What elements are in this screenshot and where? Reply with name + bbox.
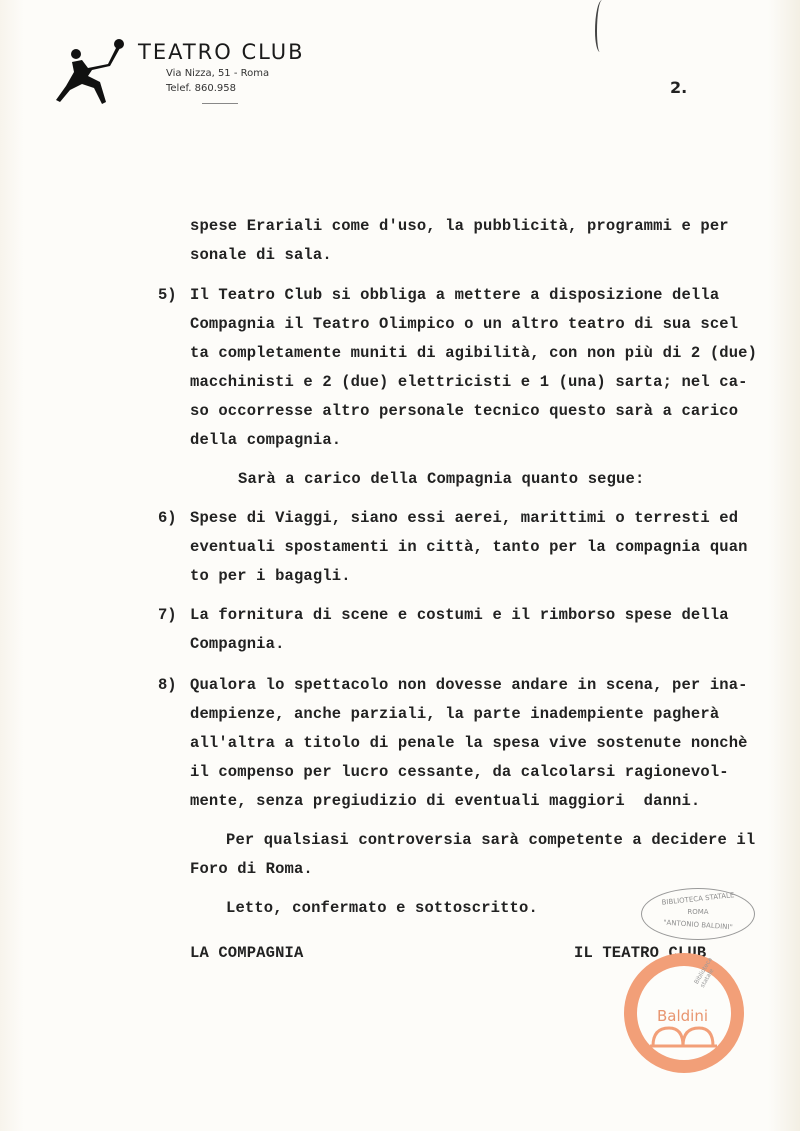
text-line: spese Erariali come d'uso, la pubblicità, programmi e per xyxy=(190,217,729,235)
text-line: ta completamente muniti di agibilità, con non più di 2 (due) xyxy=(190,344,758,362)
item-number: 7) xyxy=(158,606,177,624)
baldini-watermark xyxy=(624,953,744,1073)
text-line: Per qualsiasi controversia sarà competente a decidere il xyxy=(226,831,756,849)
letterhead-title: TEATRO CLUB xyxy=(138,40,305,64)
stamp-line-2: ROMA xyxy=(687,908,709,916)
pencil-mark xyxy=(595,0,607,52)
text-line: Il Teatro Club si obbliga a mettere a disposizione della xyxy=(190,286,720,304)
letterhead xyxy=(52,38,332,118)
text-line: Sarà a carico della Compagnia quanto segue: xyxy=(238,470,645,488)
text-line: to per i bagagli. xyxy=(190,567,351,585)
item-number: 5) xyxy=(158,286,177,304)
text-line: so occorresse altro personale tecnico questo sarà a carico xyxy=(190,402,739,420)
page-number: 2. xyxy=(670,78,688,97)
item-number: 6) xyxy=(158,509,177,527)
watermark-small-text: Biblioteca statale xyxy=(693,956,716,989)
text-line: mente, senza pregiudizio di eventuali maggiori danni. xyxy=(190,792,701,810)
letterhead-address: Via Nizza, 51 - Roma xyxy=(166,68,270,79)
text-line: LA COMPAGNIA xyxy=(190,944,304,962)
text-line: il compenso per lucro cessante, da calcolarsi ragionevol- xyxy=(190,763,729,781)
text-line: La fornitura di scene e costumi e il rimborso spese della xyxy=(190,606,729,624)
text-line: Spese di Viaggi, siano essi aerei, marittimi o terresti ed xyxy=(190,509,739,527)
text-line: macchinisti e 2 (due) elettricisti e 1 (una) sarta; nel ca- xyxy=(190,373,748,391)
watermark-name: Baldini xyxy=(657,1007,709,1025)
letterhead-phone: Telef. 860.958 xyxy=(166,83,236,94)
letterhead-rule xyxy=(202,103,238,104)
stamp-line-1: BIBLIOTECA STATALE xyxy=(661,891,735,907)
text-line: Qualora lo spettacolo non dovesse andare in scena, per ina- xyxy=(190,676,748,694)
text-line: Compagnia il Teatro Olimpico o un altro teatro di sua scel xyxy=(190,315,739,333)
text-line: IL TEATRO CLUB xyxy=(574,944,707,962)
library-stamp xyxy=(641,888,755,940)
text-line: Letto, confermato e sottoscritto. xyxy=(226,899,538,917)
open-book-icon xyxy=(649,1026,719,1048)
text-line: dempienze, anche parziali, la parte inadempiente pagherà xyxy=(190,705,720,723)
text-line: all'altra a titolo di penale la spesa vive sostenute nonchè xyxy=(190,734,748,752)
text-line: Compagnia. xyxy=(190,635,285,653)
text-line: Foro di Roma. xyxy=(190,860,313,878)
text-line: della compagnia. xyxy=(190,431,342,449)
text-line: sonale di sala. xyxy=(190,246,332,264)
stamp-line-3: "ANTONIO BALDINI" xyxy=(663,918,733,932)
item-number: 8) xyxy=(158,676,177,694)
dancing-figure-logo-icon xyxy=(52,38,128,112)
text-line: eventuali spostamenti in città, tanto per la compagnia quan xyxy=(190,538,748,556)
